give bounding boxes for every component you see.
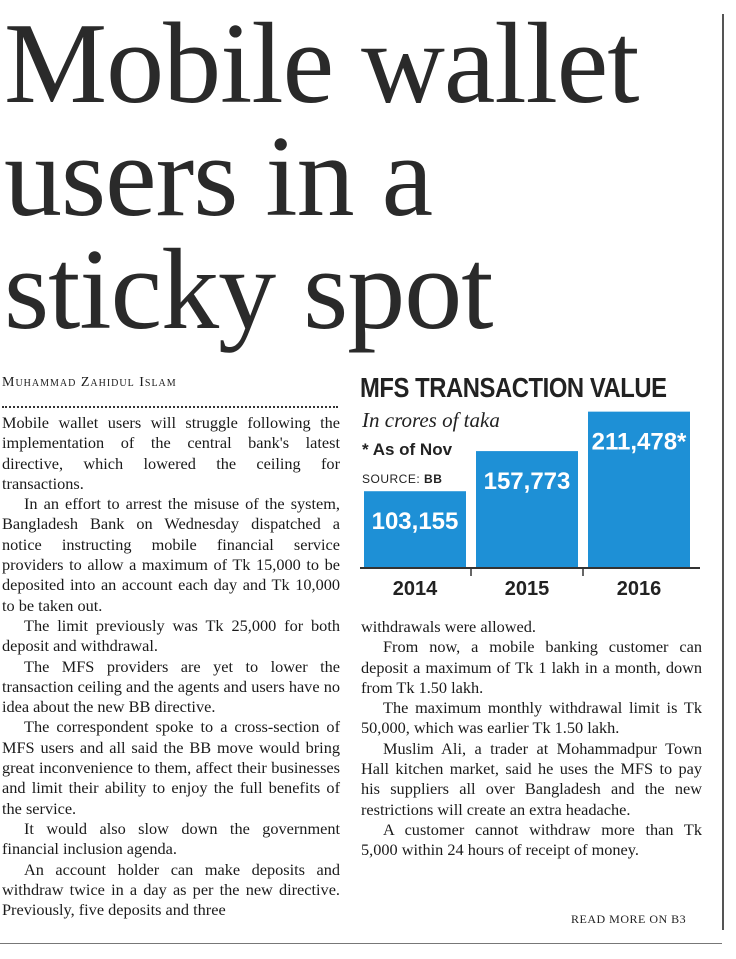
paragraph: withdrawals were allowed.	[361, 617, 536, 636]
chart-note: * As of Nov	[362, 440, 453, 459]
article-column-2	[361, 617, 702, 861]
paragraph: Mobile wallet users will struggle following the implementation of the central bank's latest directive, which lowered the ceiling for transactions.	[2, 413, 340, 493]
byline: Muhammad Zahidul Islam	[2, 375, 177, 390]
mfs-chart	[360, 368, 704, 608]
article-column-1	[2, 413, 340, 920]
column-rule-right	[722, 14, 724, 930]
chart-title: MFS TRANSACTION VALUE	[360, 372, 667, 403]
chart-data-label: 157,773	[483, 468, 571, 496]
headline	[4, 0, 720, 354]
paragraph: The correspondent spoke to a cross-section of MFS users and all said the BB move would bring great inconvenience to them, affect their businesses and limit their ability to enjoy the full benefits of the service.	[2, 717, 340, 818]
chart-data-label: 211,478*	[591, 428, 687, 456]
headline-line: users in a	[4, 113, 433, 241]
byline-divider	[2, 406, 338, 408]
chart-subtitle: In crores of taka	[362, 408, 500, 432]
paragraph: Muslim Ali, a trader at Mohammadpur Town Hall kitchen market, said he uses the MFS to pay his suppliers all over Bangladesh and the new restrictions will create an extra headache.	[361, 738, 702, 819]
chart-source-value: BB	[424, 472, 443, 486]
paragraph: The maximum monthly withdrawal limit is Tk 50,000, which was earlier Tk 1.50 lakh.	[361, 698, 702, 738]
paragraph: An account holder can make deposits and withdraw twice in a day as per the new directive. Previously, five deposits and three	[2, 859, 340, 920]
chart-tick-label: 2015	[504, 578, 550, 600]
paragraph: It would also slow down the government financial inclusion agenda.	[2, 818, 340, 859]
paragraph: A customer cannot withdraw more than Tk 5,000 within 24 hours of receipt of money.	[361, 819, 702, 860]
chart-data-label: 103,155	[371, 508, 459, 536]
chart-tick-label: 2014	[392, 578, 438, 600]
paragraph: From now, a mobile banking customer can deposit a maximum of Tk 1 lakh in a month, down from Tk 1.50 lakh.	[361, 637, 702, 697]
paragraph: In an effort to arrest the misuse of the system, Bangladesh Bank on Wednesday dispatched a notice instructing mobile financial service providers to allow a maximum of Tk 15,000 to be deposited into an account each day and Tk 10,000 to be taken out.	[2, 494, 340, 615]
chart-plot	[360, 368, 704, 608]
headline-line: Mobile wallet	[4, 0, 639, 128]
headline-line: sticky spot	[4, 226, 493, 354]
chart-source-label: SOURCE:	[362, 472, 421, 486]
read-more-link[interactable]: READ MORE ON B3	[571, 912, 687, 926]
paragraph: The limit previously was Tk 25,000 for both deposit and withdrawal.	[2, 615, 340, 656]
paragraph: The MFS providers are yet to lower the transaction ceiling and the agents and users have no idea about the new BB directive.	[2, 656, 340, 717]
chart-tick-label: 2016	[616, 578, 662, 600]
page-rule-bottom	[0, 943, 722, 944]
